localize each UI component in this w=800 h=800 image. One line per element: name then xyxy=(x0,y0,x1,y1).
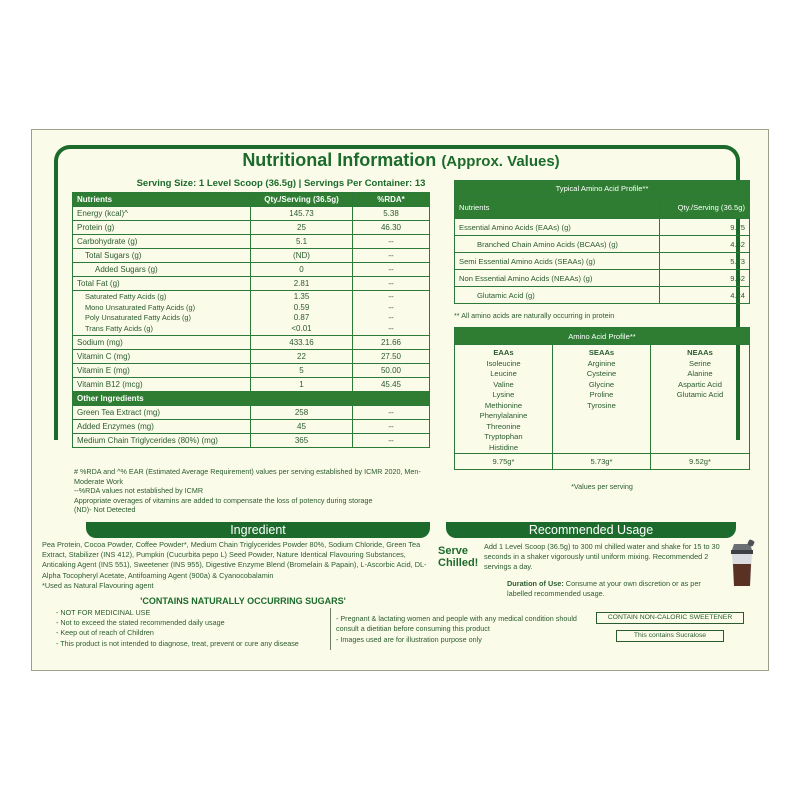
sweetener-notice: CONTAIN NON-CALORIC SWEETENER xyxy=(596,612,744,624)
table-row: Total Sugars (g) (ND) -- xyxy=(73,249,430,263)
table-row: Essential Amino Acids (EAAs) (g) 9.75 xyxy=(455,219,750,236)
profile-note: *Values per serving xyxy=(571,482,633,491)
table-row: Sodium (mg) 433.16 21.66 xyxy=(73,336,430,350)
table-row: Semi Essential Amino Acids (SEAAs) (g) 5.73 xyxy=(455,253,750,270)
table-row: Non Essential Amino Acids (NEAAs) (g) 9.52 xyxy=(455,270,750,287)
amino-acid-table xyxy=(454,180,750,304)
table-row: Added Enzymes (mg) 45 -- xyxy=(73,420,430,434)
table-row: Vitamin E (mg) 5 50.00 xyxy=(73,364,430,378)
table-row: Medium Chain Triglycerides (80%) (mg) 365 -- xyxy=(73,434,430,448)
neaas-column: NEAAs Serine Alanine Aspartic Acid Glutamic Acid xyxy=(651,345,750,454)
amino-note: ** All amino acids are naturally occurring in protein xyxy=(454,311,615,320)
ingredient-header: Ingredient xyxy=(86,522,430,538)
table-header: Amino Acid Profile** xyxy=(455,328,750,345)
eaas-column: EAAs Isoleucine Leucine Valine Lysine Methionine Phenylalanine Threonine Tryptophan Histidine xyxy=(455,345,553,454)
footnotes: # %RDA and ^% EAR (Estimated Average Requirement) values per serving established by ICMR 2020, Men-Moderate Work --%RDA values not established by ICMR Appropriate overages of vitamins are added to compensate the loss of potency during storage (ND)- Not Detected xyxy=(74,467,421,514)
divider xyxy=(330,608,331,650)
nutrition-table xyxy=(72,192,430,448)
table-row: Green Tea Extract (mg) 258 -- xyxy=(73,406,430,420)
table-row: Protein (g) 25 46.30 xyxy=(73,221,430,235)
table-row: Branched Chain Amino Acids (BCAAs) (g) 4.32 xyxy=(455,236,750,253)
warnings-list: - NOT FOR MEDICINAL USE - Not to exceed the stated recommended daily usage - Keep out of reach of Children - This product is not intended to diagnose, treat, prevent or cure any disease xyxy=(56,608,299,648)
serving-info: Serving Size: 1 Level Scoop (36.5g) | Servings Per Container: 13 xyxy=(136,178,426,189)
amino-profile-table xyxy=(454,327,750,470)
serve-chilled: Serve Chilled! xyxy=(438,545,479,569)
usage-header: Recommended Usage xyxy=(446,522,736,538)
table-row xyxy=(455,345,750,454)
duration-of-use: Duration of Use: Consume at your own discretion or as per labelled recommended usage. xyxy=(507,579,701,598)
table-header: Nutrients Qty./Serving (36.5g) %RDA* xyxy=(73,193,430,207)
table-row: 9.75g* 5.73g* 9.52g* xyxy=(455,454,750,470)
table-row: Vitamin B12 (mcg) 1 45.45 xyxy=(73,378,430,392)
advisory-text: - Pregnant & lactating women and people with any medical condition should consult a dietitian before consuming this product - Images used are for illustration purpose only xyxy=(336,614,577,644)
product-label xyxy=(31,129,769,671)
ingredient-text: Pea Protein, Cocoa Powder, Coffee Powder*, Medium Chain Triglycerides Powder 80%, Sodium Chloride, Green Tea Extract, Stabilizer (INS 412), Pumpkin (Cucurbita pepo L) Seed Powder, Nature Identical Flavouring Substances, Anticaking Agent (INS 551), Sweetener (INS 955), Digestive Enzyme Blend (Bromelain & Papain), L-Ascorbic Acid, DL-Alpha Tocopheryl Acetate, Antifoaming Agent (900a) & Cyanocobalamin *Used as Natural Flavouring agent xyxy=(42,540,427,590)
table-header: Nutrients Qty./Serving (36.5g) xyxy=(455,197,750,219)
table-row: Total Fat (g) 2.81 -- xyxy=(73,277,430,291)
usage-text: Add 1 Level Scoop (36.5g) to 300 ml chilled water and shake for 15 to 30 seconds in a shaker vigorously until uniform mixing. Recommended 2 servings a day. xyxy=(484,542,720,572)
table-row: Energy (kcal)^ 145.73 5.38 xyxy=(73,207,430,221)
other-ingredients-header: Other Ingredients xyxy=(73,392,430,406)
table-row: Vitamin C (mg) 22 27.50 xyxy=(73,350,430,364)
sugars-statement: 'CONTAINS NATURALLY OCCURRING SUGARS' xyxy=(140,596,346,606)
sucralose-notice: This contains Sucralose xyxy=(616,630,724,642)
shaker-icon xyxy=(726,538,758,588)
page-title: Nutritional Information (Approx. Values) xyxy=(242,150,560,170)
table-row: Saturated Fatty Acids (g) Mono Unsaturated Fatty Acids (g) Poly Unsaturated Fatty Acids (g) Trans Fatty Acids (g) 1.35 0.59 0.87 <0.01 -- -- -- -- xyxy=(73,291,430,336)
table-row: Carbohydrate (g) 5.1 -- xyxy=(73,235,430,249)
seaas-column: SEAAs Arginine Cysteine Glycine Proline Tyrosine xyxy=(553,345,651,454)
table-row: Glutamic Acid (g) 4.24 xyxy=(455,287,750,304)
table-header: Typical Amino Acid Profile** xyxy=(455,181,750,197)
table-row: Added Sugars (g) 0 -- xyxy=(73,263,430,277)
